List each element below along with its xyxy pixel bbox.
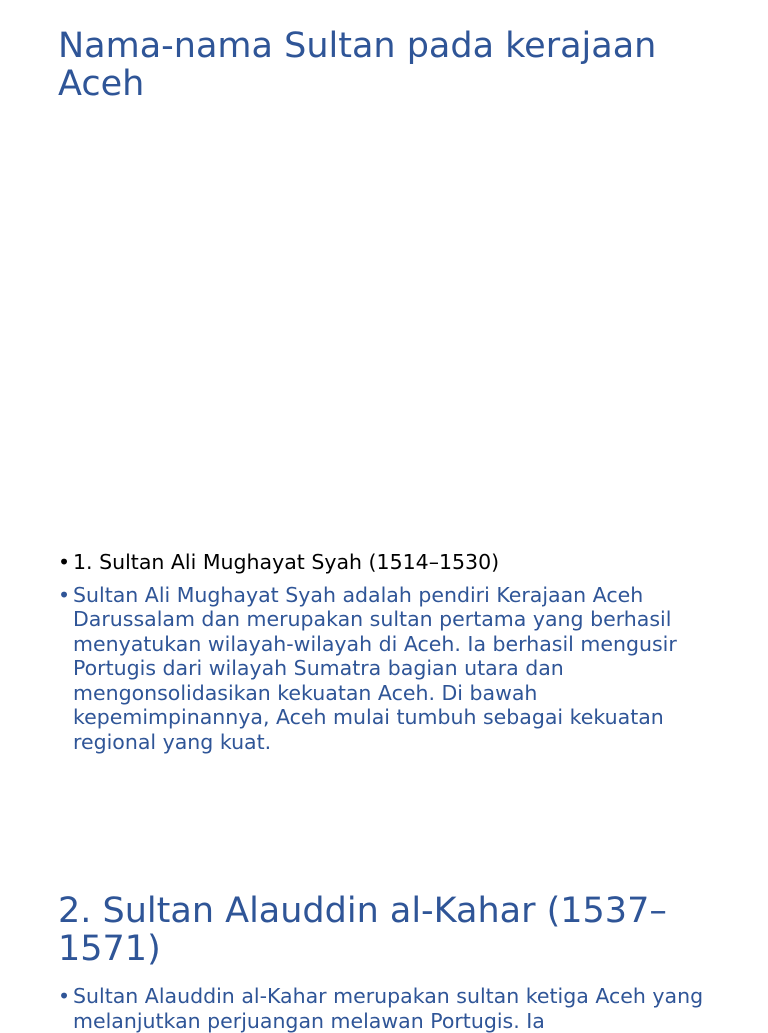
bullet-text: Sultan Ali Mughayat Syah adalah pendiri Kerajaan Aceh Darussalam dan merupakan sultan pertama yang berhasil menyatukan wilayah-wilayah di Aceh. Ia berhasil mengusir Portugis dari wilayah Sumatra bagian utara dan mengonsolidasikan kekuatan Aceh. Di bawah kepemimpinannya, Aceh mulai tumbuh sebagai kekuatan regional yang kuat. — [73, 582, 677, 754]
bullet-dot-icon: • — [58, 984, 71, 1008]
bullet-list — [58, 984, 718, 1033]
list-item — [58, 984, 718, 1033]
list-item — [58, 583, 718, 755]
bullet-text: 1. Sultan Ali Mughayat Syah (1514–1530) — [73, 550, 500, 574]
section-title: 2. Sultan Alauddin al-Kahar (1537–1571) — [58, 891, 667, 969]
list-item — [58, 550, 718, 575]
bullet-text: Sultan Alauddin al-Kahar merupakan sultan ketiga Aceh yang melanjutkan perjuangan melawan Portugis. Ia — [73, 984, 704, 1033]
slide-title: Nama-nama Sultan pada kerajaan Aceh — [58, 26, 657, 104]
bullet-dot-icon: • — [58, 582, 71, 607]
bullet-dot-icon: • — [58, 550, 71, 574]
bullet-list — [58, 550, 718, 754]
